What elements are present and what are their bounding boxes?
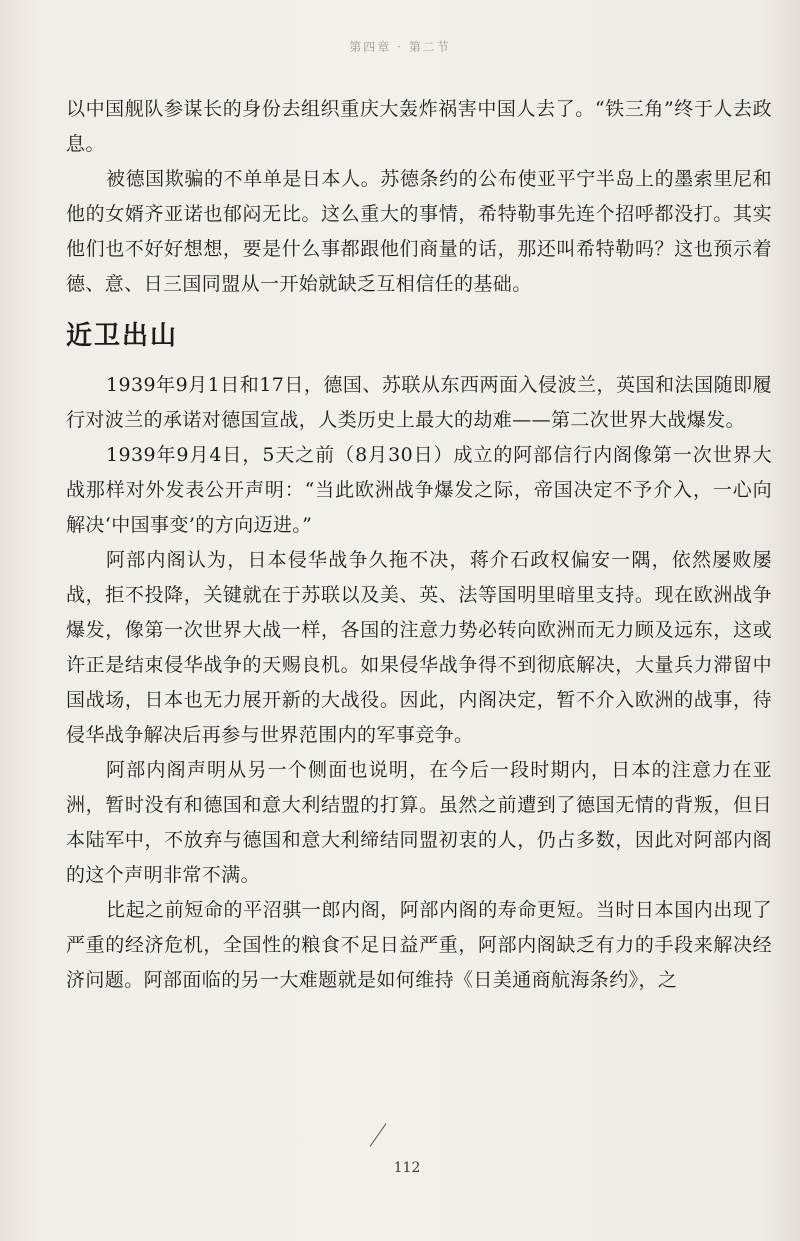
page-number-mark: [380, 1160, 421, 1176]
folio-slash-decoration: [369, 1123, 386, 1147]
running-head: 第四章 · 第二节: [349, 40, 451, 54]
section-heading: 近卫出山: [66, 321, 179, 351]
paragraph-war-outbreak: 1939年9月1日和17日，德国、苏联从东西两面入侵波兰，英国和法国随即履行对波兰的承诺对德国宣战，人类历史上最大的劫难——第二次世界大战爆发。: [66, 374, 772, 431]
paragraph-continuation: 以中国舰队参谋长的身份去组织重庆大轰炸祸害中国人去了。“铁三角”终于人去政息。: [66, 98, 772, 155]
body-text: [66, 92, 772, 998]
paragraph-deceived: 被德国欺骗的不单单是日本人。苏德条约的公布使亚平宁半岛上的墨索里尼和他的女婿齐亚诺也郁闷无比。这么重大的事情，希特勒事先连个招呼都没打。其实他们也不好好想想，要是什么事都跟他们商量的话，那还叫希特勒吗？这也预示着德、意、日三国同盟从一开始就缺乏互相信任的基础。: [66, 168, 772, 295]
paragraph-abe-statement: 1939年9月4日，5天之前（8月30日）成立的阿部信行内阁像第一次世界大战那样对外发表公开声明：“当此欧洲战争爆发之际，帝国决定不予介入，一心向解决‘中国事变’的方向迈进。”: [66, 444, 772, 536]
paragraph-abe-view: 阿部内阁认为，日本侵华战争久拖不决，蒋介石政权偏安一隅，依然屡败屡战，拒不投降，关键就在于苏联以及美、英、法等国明里暗里支持。现在欧洲战争爆发，像第一次世界大战一样，各国的注意力势必转向欧洲而无力顾及远东，这或许正是结束侵华战争的天赐良机。如果侵华战争得不到彻底解决，大量兵力滞留中国战场，日本也无力展开新的大战役。因此，内阁决定，暂不介入欧洲的战事，待侵华战争解决后再参与世界范围内的军事竞争。: [66, 549, 772, 746]
paragraph-abe-cabinet-life: 比起之前短命的平沼骐一郎内阁，阿部内阁的寿命更短。当时日本国内出现了严重的经济危机，全国性的粮食不足日益严重，阿部内阁缺乏有力的手段来解决经济问题。阿部面临的另一大难题就是如何维持《日美通商航海条约》，之: [66, 899, 772, 991]
paragraph-abe-asia-focus: 阿部内阁声明从另一个侧面也说明，在今后一段时期内，日本的注意力在亚洲，暂时没有和德国和意大利结盟的打算。虽然之前遭到了德国无情的背叛，但日本陆军中，不放弃与德国和意大利缔结同盟初衷的人，仍占多数，因此对阿部内阁的这个声明非常不满。: [66, 759, 772, 886]
page-number: 112: [393, 1160, 421, 1176]
page-number-area: [0, 1160, 800, 1176]
